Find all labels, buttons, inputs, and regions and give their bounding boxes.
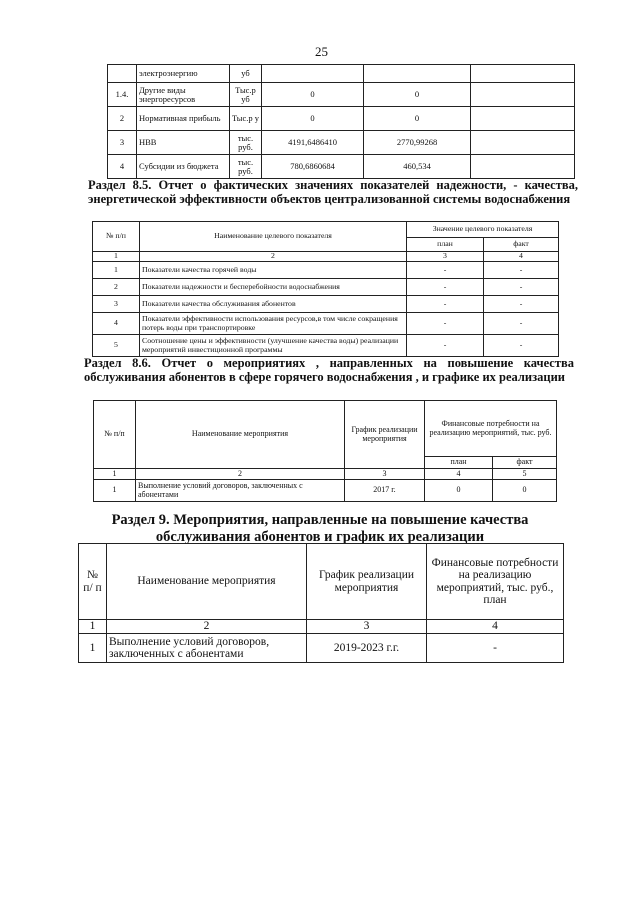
- col-number: 3: [345, 469, 425, 480]
- row-plan: -: [407, 279, 484, 296]
- row-num: 1: [79, 634, 107, 663]
- indicators-table: [92, 221, 559, 357]
- table-row: [93, 335, 559, 357]
- row-fact: 0: [364, 107, 471, 131]
- table-row: [93, 279, 559, 296]
- row-num: 3: [93, 296, 140, 313]
- row-fact: -: [484, 313, 559, 335]
- col-number: 2: [136, 469, 345, 480]
- row-num: 5: [93, 335, 140, 357]
- row-unit: Тыс.р уб: [230, 83, 262, 107]
- table-row: [108, 65, 575, 83]
- row-fact: 2770,99268: [364, 131, 471, 155]
- measures-plan-table: [78, 543, 564, 663]
- header-schedule: График реализации мероприятия: [345, 401, 425, 469]
- header-schedule: График реализации мероприятия: [307, 544, 427, 620]
- row-plan: -: [407, 335, 484, 357]
- row-plan: [262, 65, 364, 83]
- col-number: 1: [79, 620, 107, 634]
- col-number: 3: [307, 620, 427, 634]
- col-number: 4: [425, 469, 493, 480]
- row-num: 3: [108, 131, 137, 155]
- row-plan: 4191,6486410: [262, 131, 364, 155]
- row-fact: -: [484, 279, 559, 296]
- row-plan: -: [407, 296, 484, 313]
- measures-report-table: [93, 400, 557, 502]
- section-8-6-title: Раздел 8.6. Отчет о мероприятиях , направленных на повышение качества обслуживания абонентов в сфере горячего водоснабжения , и графике их реализации: [84, 356, 574, 384]
- row-name: НВВ: [137, 131, 230, 155]
- row-name: электроэнергию: [137, 65, 230, 83]
- row-plan: 780,6860684: [262, 155, 364, 179]
- row-unit: Тыс.р у: [230, 107, 262, 131]
- header-num: № п/п: [94, 401, 136, 469]
- row-unit: тыс. руб.: [230, 155, 262, 179]
- header-finance: Финансовые потребности на реализацию мероприятий, тыс. руб., план: [427, 544, 564, 620]
- row-extra: [471, 83, 575, 107]
- table-row: [108, 107, 575, 131]
- header-value: Значение целевого показателя: [407, 222, 559, 238]
- row-plan: -: [407, 313, 484, 335]
- row-fact: 0: [364, 83, 471, 107]
- row-extra: [471, 107, 575, 131]
- table-row: [94, 480, 557, 502]
- row-extra: [471, 155, 575, 179]
- row-fact: -: [484, 296, 559, 313]
- table-row: [108, 155, 575, 179]
- row-num: 2: [108, 107, 137, 131]
- row-fact: 0: [493, 480, 557, 502]
- row-schedule: 2017 г.: [345, 480, 425, 502]
- row-plan: -: [407, 262, 484, 279]
- col-number: 3: [407, 252, 484, 262]
- row-schedule: 2019-2023 г.г.: [307, 634, 427, 663]
- page-number: 25: [315, 44, 328, 59]
- header-num: № п/ п: [79, 544, 107, 620]
- row-name: Показатели качества горячей воды: [140, 262, 407, 279]
- col-number: 1: [94, 469, 136, 480]
- row-name: Показатели надежности и бесперебойности водоснабжения: [140, 279, 407, 296]
- row-num: 4: [93, 313, 140, 335]
- row-name: Выполнение условий договоров, заключенных с абонентами: [136, 480, 345, 502]
- col-number: 2: [140, 252, 407, 262]
- row-num: 2: [93, 279, 140, 296]
- row-num: [108, 65, 137, 83]
- table-row: [108, 131, 575, 155]
- col-number: 1: [93, 252, 140, 262]
- row-plan: 0: [262, 107, 364, 131]
- budget-table: [107, 64, 575, 179]
- row-fact: -: [484, 262, 559, 279]
- header-num: № п/п: [93, 222, 140, 252]
- row-extra: [471, 65, 575, 83]
- row-name: Субсидии из бюджета: [137, 155, 230, 179]
- col-number: 5: [493, 469, 557, 480]
- row-fact: -: [484, 335, 559, 357]
- header-fact: факт: [484, 238, 559, 252]
- row-extra: [471, 131, 575, 155]
- row-name: Выполнение условий договоров, заключенных с абонентами: [107, 634, 307, 663]
- table-row: [93, 296, 559, 313]
- row-name: Показатели качества обслуживания абонентов: [140, 296, 407, 313]
- section-8-5-title: Раздел 8.5. Отчет о фактических значениях показателей надежности, - качества, энергетической эффективности объектов централизованной системы водоснабжения: [88, 178, 578, 206]
- table-row: [93, 313, 559, 335]
- row-fact: 460,534: [364, 155, 471, 179]
- row-name: Другие виды энергоресурсов: [137, 83, 230, 107]
- row-plan: 0: [262, 83, 364, 107]
- col-number: 4: [427, 620, 564, 634]
- row-plan: 0: [425, 480, 493, 502]
- table-row: [79, 634, 564, 663]
- row-num: 4: [108, 155, 137, 179]
- table-row: [108, 83, 575, 107]
- section-9-title-line1: Раздел 9. Мероприятия, направленные на повышение качества: [111, 512, 529, 528]
- col-number: 2: [107, 620, 307, 634]
- row-name: Показатели эффективности использования ресурсов,в том числе сокращения потерь воды при транспортировке: [140, 313, 407, 335]
- row-num: 1.4.: [108, 83, 137, 107]
- header-plan: план: [425, 457, 493, 469]
- row-unit: уб: [230, 65, 262, 83]
- section-9-title-line2: обслуживания абонентов и график их реализации: [155, 529, 485, 545]
- header-finance: Финансовые потребности на реализацию мероприятий, тыс. руб.: [425, 401, 557, 457]
- row-num: 1: [94, 480, 136, 502]
- col-number: 4: [484, 252, 559, 262]
- row-plan: -: [427, 634, 564, 663]
- header-name: Наименование целевого показателя: [140, 222, 407, 252]
- row-name: Нормативная прибыль: [137, 107, 230, 131]
- table-row: [93, 262, 559, 279]
- header-plan: план: [407, 238, 484, 252]
- header-name: Наименование мероприятия: [107, 544, 307, 620]
- header-name: Наименование мероприятия: [136, 401, 345, 469]
- row-num: 1: [93, 262, 140, 279]
- header-fact: факт: [493, 457, 557, 469]
- row-unit: тыс. руб.: [230, 131, 262, 155]
- row-name: Соотношение цены и эффективности (улучшение качества воды) реализации мероприятий инвестиционной программы: [140, 335, 407, 357]
- row-fact: [364, 65, 471, 83]
- section-9-title: [70, 512, 570, 546]
